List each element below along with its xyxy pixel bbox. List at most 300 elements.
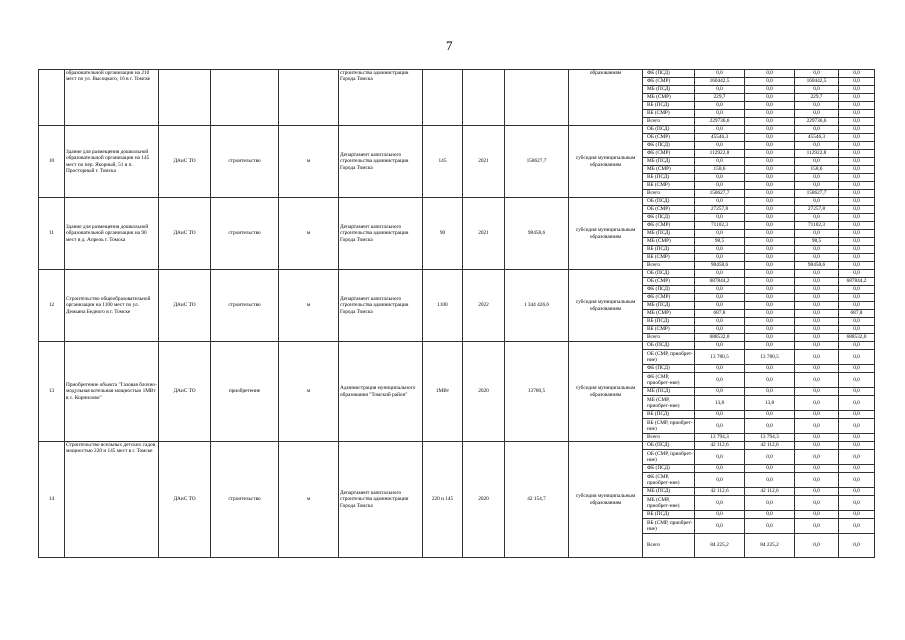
amount-cell-1: 0,0 <box>695 214 745 222</box>
recipient-cell: Департамент капитального строительства администрации Города Томска <box>339 270 423 342</box>
amount-cell-4: 0,0 <box>839 190 875 198</box>
amount-cell-2: 0,0 <box>745 365 795 373</box>
table-row <box>39 198 875 206</box>
amount-cell-1: 158627,7 <box>695 190 745 198</box>
amount-cell-4: 0,0 <box>839 396 875 411</box>
amount-cell-3: 0,0 <box>795 230 839 238</box>
capacity-cell <box>423 70 463 126</box>
amount-cell-2: 0,0 <box>745 519 795 534</box>
funding-source-cell: ВБ (СМР, приобрет-ние) <box>643 419 695 434</box>
amount-cell-4: 0,0 <box>839 174 875 182</box>
amount-cell-4: 0,0 <box>839 134 875 142</box>
amount-cell-4: 0,0 <box>839 465 875 473</box>
amount-cell-2: 0,0 <box>745 318 795 326</box>
amount-cell-4: 0,0 <box>839 270 875 278</box>
amount-cell-2: 13,8 <box>745 396 795 411</box>
amount-cell-4: 0,0 <box>839 102 875 110</box>
funding-source-cell: Всего <box>643 190 695 198</box>
amount-cell-2: 0,0 <box>745 86 795 94</box>
amount-cell-1: 0,0 <box>695 70 745 78</box>
amount-cell-1: 687844,2 <box>695 278 745 286</box>
amount-cell-2: 0,0 <box>745 419 795 434</box>
amount-cell-1: 0,0 <box>695 365 745 373</box>
funding-source-cell: МБ (СМР, приобрет-ние) <box>643 496 695 511</box>
amount-cell-2: 0,0 <box>745 411 795 419</box>
funding-source-cell: ОБ (ПСД) <box>643 442 695 450</box>
amount-cell-3: 0,0 <box>795 286 839 294</box>
amount-cell-1: 160442,5 <box>695 78 745 86</box>
table-row <box>39 70 875 78</box>
amount-cell-2: 0,0 <box>745 182 795 190</box>
funding-source-cell: МБ (СМР) <box>643 166 695 174</box>
amount-cell-2: 0,0 <box>745 198 795 206</box>
amount-cell-1: 0,0 <box>695 373 745 388</box>
funding-source-cell: Всего <box>643 534 695 558</box>
estimated-cost-cell <box>505 70 569 126</box>
amount-cell-1: 0,0 <box>695 102 745 110</box>
work-type-cell: приобретение <box>211 342 279 442</box>
funding-source-cell: ВБ (ПСД) <box>643 174 695 182</box>
row-number-cell <box>39 70 65 126</box>
amount-cell-1: 0,0 <box>695 388 745 396</box>
amount-cell-2: 0,0 <box>745 262 795 270</box>
year-cell: 2021 <box>463 198 505 270</box>
estimated-cost-cell: 98458,6 <box>505 198 569 270</box>
amount-cell-4: 0,0 <box>839 158 875 166</box>
amount-cell-3: 0,0 <box>795 214 839 222</box>
amount-cell-3: 229736,6 <box>795 118 839 126</box>
amount-cell-3: 0,0 <box>795 365 839 373</box>
amount-cell-1: 0,0 <box>695 126 745 134</box>
amount-cell-1: 13 780,5 <box>695 350 745 365</box>
row-number-cell: 12 <box>39 270 65 342</box>
amount-cell-3: 0,0 <box>795 388 839 396</box>
amount-cell-1: 0,0 <box>695 270 745 278</box>
funding-source-cell: ФБ (ПСД) <box>643 365 695 373</box>
amount-cell-1: 0,0 <box>695 286 745 294</box>
funding-source-cell: ФБ (ПСД) <box>643 214 695 222</box>
amount-cell-2: 84 225,2 <box>745 534 795 558</box>
year-cell: 2020 <box>463 342 505 442</box>
amount-cell-2: 0,0 <box>745 190 795 198</box>
amount-cell-1: 0,0 <box>695 326 745 334</box>
funding-source-cell: ФБ (ПСД) <box>643 465 695 473</box>
amount-cell-1: 98458,6 <box>695 262 745 270</box>
financing-form-cell: субсидия муниципальным образованиям <box>569 270 643 342</box>
amount-cell-1: 0,0 <box>695 302 745 310</box>
funding-source-cell: ВБ (ПСД) <box>643 511 695 519</box>
customer-cell: ДАиС ТО <box>159 126 211 198</box>
object-name-cell: Здание для размещения дошкольной образовательной организации на 145 мест по пер. Якорный, 51 в п. Просторный г. Томска <box>65 126 159 198</box>
amount-cell-3: 98458,6 <box>795 262 839 270</box>
amount-cell-3: 0,0 <box>795 450 839 465</box>
amount-cell-2: 42 112,6 <box>745 442 795 450</box>
amount-cell-4: 0,0 <box>839 222 875 230</box>
funding-source-cell: ФБ (СМР, приобрет-ние) <box>643 373 695 388</box>
funding-source-cell: Всего <box>643 434 695 442</box>
funding-source-cell: МБ (СМР) <box>643 94 695 102</box>
amount-cell-2: 0,0 <box>745 222 795 230</box>
financing-form-cell: образованиям <box>569 70 643 126</box>
funding-source-cell: ФБ (СМР) <box>643 222 695 230</box>
customer-cell <box>159 70 211 126</box>
table-row <box>39 442 875 450</box>
amount-cell-1: 0,0 <box>695 496 745 511</box>
amount-cell-2: 0,0 <box>745 302 795 310</box>
amount-cell-1: 0,0 <box>695 411 745 419</box>
amount-cell-2: 0,0 <box>745 214 795 222</box>
amount-cell-4: 0,0 <box>839 246 875 254</box>
amount-cell-2: 0,0 <box>745 294 795 302</box>
funding-source-cell: ФБ (СМР, приобрет-ние) <box>643 473 695 488</box>
amount-cell-4: 687,8 <box>839 310 875 318</box>
amount-cell-3: 112922,8 <box>795 150 839 158</box>
amount-cell-3: 98,5 <box>795 238 839 246</box>
amount-cell-3: 0,0 <box>795 442 839 450</box>
object-name-cell: Приобретение объекта "Газовая блочно-модульная котельная мощностью 1МВт в с. Корнилово" <box>65 342 159 442</box>
row-number-cell: 11 <box>39 198 65 270</box>
funding-source-cell: ВБ (ПСД) <box>643 318 695 326</box>
amount-cell-3: 0,0 <box>795 434 839 442</box>
amount-cell-2: 0,0 <box>745 118 795 126</box>
amount-cell-2: 0,0 <box>745 126 795 134</box>
amount-cell-2: 0,0 <box>745 70 795 78</box>
year-cell: 2021 <box>463 126 505 198</box>
amount-cell-1: 45546,3 <box>695 134 745 142</box>
recipient-cell: строительства администрации Города Томска <box>339 70 423 126</box>
amount-cell-3: 0,0 <box>795 142 839 150</box>
amount-cell-3: 0,0 <box>795 302 839 310</box>
amount-cell-4: 0,0 <box>839 286 875 294</box>
amount-cell-3: 158,6 <box>795 166 839 174</box>
amount-cell-2: 13 780,5 <box>745 350 795 365</box>
amount-cell-3: 0,0 <box>795 326 839 334</box>
amount-cell-3: 0,0 <box>795 465 839 473</box>
amount-cell-2: 0,0 <box>745 286 795 294</box>
funding-source-cell: МБ (ПСД) <box>643 158 695 166</box>
amount-cell-2: 0,0 <box>745 174 795 182</box>
funding-source-cell: ОБ (СМР) <box>643 206 695 214</box>
amount-cell-3: 0,0 <box>795 102 839 110</box>
amount-cell-1: 0,0 <box>695 110 745 118</box>
investment-table <box>38 69 875 558</box>
funding-source-cell: ОБ (ПСД) <box>643 126 695 134</box>
amount-cell-1: 0,0 <box>695 473 745 488</box>
amount-cell-4: 0,0 <box>839 126 875 134</box>
unit-code-cell: м <box>279 198 339 270</box>
amount-cell-4: 0,0 <box>839 86 875 94</box>
amount-cell-3: 0,0 <box>795 342 839 350</box>
amount-cell-4: 0,0 <box>839 350 875 365</box>
funding-source-cell: ВБ (ПСД) <box>643 411 695 419</box>
unit-code-cell: м <box>279 270 339 342</box>
funding-source-cell: МБ (ПСД) <box>643 488 695 496</box>
amount-cell-4: 0,0 <box>839 442 875 450</box>
amount-cell-2: 0,0 <box>745 254 795 262</box>
amount-cell-3: 0,0 <box>795 488 839 496</box>
financing-form-cell: субсидия муниципальным образованиям <box>569 126 643 198</box>
amount-cell-1: 42 112,6 <box>695 442 745 450</box>
funding-source-cell: ОБ (ПСД) <box>643 342 695 350</box>
amount-cell-1: 0,0 <box>695 198 745 206</box>
customer-cell: ДАиС ТО <box>159 442 211 558</box>
amount-cell-4: 0,0 <box>839 70 875 78</box>
amount-cell-2: 0,0 <box>745 278 795 286</box>
capacity-cell: 220 и 145 <box>423 442 463 558</box>
funding-source-cell: МБ (ПСД) <box>643 86 695 94</box>
amount-cell-3: 0,0 <box>795 182 839 190</box>
recipient-cell: Департамент капитального строительства администрации Города Томска <box>339 442 423 558</box>
object-name-cell: Здание для размещения дошкольной образовательной организации на 90 мест в д. Апрель г. Томска <box>65 198 159 270</box>
amount-cell-3: 0,0 <box>795 158 839 166</box>
year-cell: 2022 <box>463 270 505 342</box>
amount-cell-2: 0,0 <box>745 342 795 350</box>
estimated-cost-cell: 1 344 426,6 <box>505 270 569 342</box>
financing-form-cell: субсидия муниципальным образованиям <box>569 442 643 558</box>
amount-cell-3: 0,0 <box>795 278 839 286</box>
funding-source-cell: ВБ (СМР) <box>643 110 695 118</box>
funding-source-cell: МБ (ПСД) <box>643 388 695 396</box>
amount-cell-3: 229,7 <box>795 94 839 102</box>
amount-cell-1: 0,0 <box>695 519 745 534</box>
amount-cell-4: 0,0 <box>839 519 875 534</box>
amount-cell-1: 0,0 <box>695 246 745 254</box>
work-type-cell <box>211 70 279 126</box>
table-row <box>39 126 875 134</box>
amount-cell-3: 0,0 <box>795 411 839 419</box>
amount-cell-1: 0,0 <box>695 86 745 94</box>
amount-cell-1: 0,0 <box>695 511 745 519</box>
capacity-cell: 90 <box>423 198 463 270</box>
amount-cell-3: 0,0 <box>795 254 839 262</box>
funding-source-cell: ВБ (СМР) <box>643 254 695 262</box>
work-type-cell: строительство <box>211 270 279 342</box>
amount-cell-3: 0,0 <box>795 174 839 182</box>
funding-source-cell: ВБ (ПСД) <box>643 246 695 254</box>
financing-form-cell: субсидия муниципальным образованиям <box>569 198 643 270</box>
amount-cell-2: 0,0 <box>745 511 795 519</box>
capacity-cell: 145 <box>423 126 463 198</box>
amount-cell-4: 0,0 <box>839 142 875 150</box>
amount-cell-1: 0,0 <box>695 294 745 302</box>
capacity-cell: 1МВт <box>423 342 463 442</box>
financing-form-cell: субсидия муниципальным образованиям <box>569 342 643 442</box>
amount-cell-3: 0,0 <box>795 70 839 78</box>
funding-source-cell: ФБ (ПСД) <box>643 142 695 150</box>
work-type-cell: строительство <box>211 442 279 558</box>
funding-source-cell: ВБ (СМР) <box>643 182 695 190</box>
amount-cell-1: 13,8 <box>695 396 745 411</box>
amount-cell-3: 0,0 <box>795 519 839 534</box>
amount-cell-3: 0,0 <box>795 350 839 365</box>
amount-cell-3: 0,0 <box>795 334 839 342</box>
amount-cell-4: 688532,0 <box>839 334 875 342</box>
amount-cell-3: 0,0 <box>795 496 839 511</box>
table-body <box>39 70 875 558</box>
amount-cell-1: 0,0 <box>695 465 745 473</box>
table-row <box>39 342 875 350</box>
funding-source-cell: Всего <box>643 262 695 270</box>
unit-code-cell: м <box>279 342 339 442</box>
amount-cell-4: 0,0 <box>839 411 875 419</box>
unit-code-cell: м <box>279 126 339 198</box>
amount-cell-4: 0,0 <box>839 294 875 302</box>
amount-cell-2: 0,0 <box>745 450 795 465</box>
funding-source-cell: МБ (СМР, приобрет-ние) <box>643 396 695 411</box>
amount-cell-4: 0,0 <box>839 419 875 434</box>
amount-cell-2: 0,0 <box>745 166 795 174</box>
amount-cell-4: 0,0 <box>839 302 875 310</box>
amount-cell-4: 0,0 <box>839 118 875 126</box>
amount-cell-4: 687844,2 <box>839 278 875 286</box>
unit-code-cell: м <box>279 442 339 558</box>
amount-cell-4: 0,0 <box>839 488 875 496</box>
customer-cell: ДАиС ТО <box>159 198 211 270</box>
funding-source-cell: ФБ (СМР) <box>643 294 695 302</box>
amount-cell-2: 0,0 <box>745 465 795 473</box>
amount-cell-3: 0,0 <box>795 126 839 134</box>
amount-cell-2: 0,0 <box>745 142 795 150</box>
amount-cell-2: 0,0 <box>745 270 795 278</box>
amount-cell-4: 0,0 <box>839 342 875 350</box>
amount-cell-1: 229736,6 <box>695 118 745 126</box>
amount-cell-4: 0,0 <box>839 365 875 373</box>
amount-cell-1: 0,0 <box>695 182 745 190</box>
amount-cell-2: 0,0 <box>745 326 795 334</box>
amount-cell-4: 0,0 <box>839 473 875 488</box>
work-type-cell: строительство <box>211 198 279 270</box>
amount-cell-4: 0,0 <box>839 166 875 174</box>
amount-cell-4: 0,0 <box>839 78 875 86</box>
amount-cell-3: 0,0 <box>795 198 839 206</box>
row-number-cell: 14 <box>39 442 65 558</box>
amount-cell-3: 160442,5 <box>795 78 839 86</box>
amount-cell-2: 13 794,3 <box>745 434 795 442</box>
amount-cell-2: 0,0 <box>745 373 795 388</box>
amount-cell-4: 0,0 <box>839 434 875 442</box>
estimated-cost-cell: 158627,7 <box>505 126 569 198</box>
amount-cell-4: 0,0 <box>839 198 875 206</box>
amount-cell-4: 0,0 <box>839 534 875 558</box>
amount-cell-4: 0,0 <box>839 326 875 334</box>
funding-source-cell: ОБ (ПСД) <box>643 198 695 206</box>
amount-cell-1: 0,0 <box>695 450 745 465</box>
amount-cell-1: 0,0 <box>695 230 745 238</box>
funding-source-cell: МБ (СМР) <box>643 238 695 246</box>
amount-cell-2: 0,0 <box>745 158 795 166</box>
amount-cell-2: 0,0 <box>745 206 795 214</box>
amount-cell-4: 0,0 <box>839 450 875 465</box>
amount-cell-4: 0,0 <box>839 388 875 396</box>
estimated-cost-cell: 42 154,7 <box>505 442 569 558</box>
amount-cell-1: 98,5 <box>695 238 745 246</box>
amount-cell-3: 0,0 <box>795 373 839 388</box>
amount-cell-1: 0,0 <box>695 254 745 262</box>
funding-source-cell: ФБ (СМР) <box>643 78 695 86</box>
amount-cell-3: 0,0 <box>795 294 839 302</box>
amount-cell-1: 687,8 <box>695 310 745 318</box>
amount-cell-1: 229,7 <box>695 94 745 102</box>
funding-source-cell: Всего <box>643 118 695 126</box>
amount-cell-1: 84 225,2 <box>695 534 745 558</box>
amount-cell-3: 45546,3 <box>795 134 839 142</box>
amount-cell-4: 0,0 <box>839 206 875 214</box>
amount-cell-1: 0,0 <box>695 142 745 150</box>
amount-cell-2: 0,0 <box>745 246 795 254</box>
amount-cell-4: 0,0 <box>839 511 875 519</box>
amount-cell-3: 27257,8 <box>795 206 839 214</box>
amount-cell-1: 42 112,6 <box>695 488 745 496</box>
amount-cell-1: 27257,8 <box>695 206 745 214</box>
amount-cell-1: 0,0 <box>695 318 745 326</box>
customer-cell: ДАиС ТО <box>159 342 211 442</box>
recipient-cell: Администрация муниципального образования "Томский район" <box>339 342 423 442</box>
page-number: 7 <box>446 38 453 53</box>
amount-cell-2: 0,0 <box>745 110 795 118</box>
amount-cell-1: 71102,3 <box>695 222 745 230</box>
amount-cell-4: 0,0 <box>839 496 875 511</box>
amount-cell-4: 0,0 <box>839 182 875 190</box>
table-row <box>39 270 875 278</box>
amount-cell-3: 71102,3 <box>795 222 839 230</box>
funding-source-cell: МБ (СМР) <box>643 310 695 318</box>
amount-cell-4: 0,0 <box>839 110 875 118</box>
funding-source-cell: ОБ (СМР, приобрет-ние) <box>643 350 695 365</box>
amount-cell-1: 0,0 <box>695 419 745 434</box>
funding-source-cell: МБ (ПСД) <box>643 230 695 238</box>
unit-code-cell <box>279 70 339 126</box>
amount-cell-2: 0,0 <box>745 102 795 110</box>
amount-cell-2: 0,0 <box>745 310 795 318</box>
amount-cell-2: 0,0 <box>745 150 795 158</box>
funding-source-cell: ФБ (ПСД) <box>643 70 695 78</box>
object-name-cell: Строительство общеобразовательной организации на 1100 мест по ул. Демьяна Бедного в г. Томске <box>65 270 159 342</box>
funding-source-cell: МБ (ПСД) <box>643 302 695 310</box>
amount-cell-3: 0,0 <box>795 246 839 254</box>
amount-cell-1: 13 794,3 <box>695 434 745 442</box>
funding-source-cell: ОБ (СМР, приобрет-ние) <box>643 450 695 465</box>
object-name-cell: Строительство ясельных детских садов мощностью 220 и 145 мест в г. Томске <box>65 442 159 558</box>
funding-source-cell: ОБ (СМР) <box>643 134 695 142</box>
amount-cell-2: 0,0 <box>745 94 795 102</box>
amount-cell-2: 0,0 <box>745 238 795 246</box>
amount-cell-3: 0,0 <box>795 396 839 411</box>
amount-cell-1: 0,0 <box>695 158 745 166</box>
amount-cell-4: 0,0 <box>839 150 875 158</box>
amount-cell-3: 158627,7 <box>795 190 839 198</box>
recipient-cell: Департамент капитального строительства администрации Города Томска <box>339 126 423 198</box>
amount-cell-1: 112922,8 <box>695 150 745 158</box>
row-number-cell: 10 <box>39 126 65 198</box>
amount-cell-4: 0,0 <box>839 318 875 326</box>
amount-cell-2: 0,0 <box>745 388 795 396</box>
amount-cell-3: 0,0 <box>795 534 839 558</box>
estimated-cost-cell: 13780,5 <box>505 342 569 442</box>
row-number-cell: 13 <box>39 342 65 442</box>
amount-cell-1: 0,0 <box>695 342 745 350</box>
funding-source-cell: ВБ (СМР, приобрет-ние) <box>643 519 695 534</box>
amount-cell-3: 0,0 <box>795 419 839 434</box>
amount-cell-4: 0,0 <box>839 214 875 222</box>
amount-cell-3: 0,0 <box>795 270 839 278</box>
year-cell: 2020 <box>463 442 505 558</box>
year-cell <box>463 70 505 126</box>
funding-source-cell: ФБ (ПСД) <box>643 286 695 294</box>
amount-cell-4: 0,0 <box>839 262 875 270</box>
funding-source-cell: Всего <box>643 334 695 342</box>
amount-cell-3: 0,0 <box>795 318 839 326</box>
amount-cell-4: 0,0 <box>839 238 875 246</box>
